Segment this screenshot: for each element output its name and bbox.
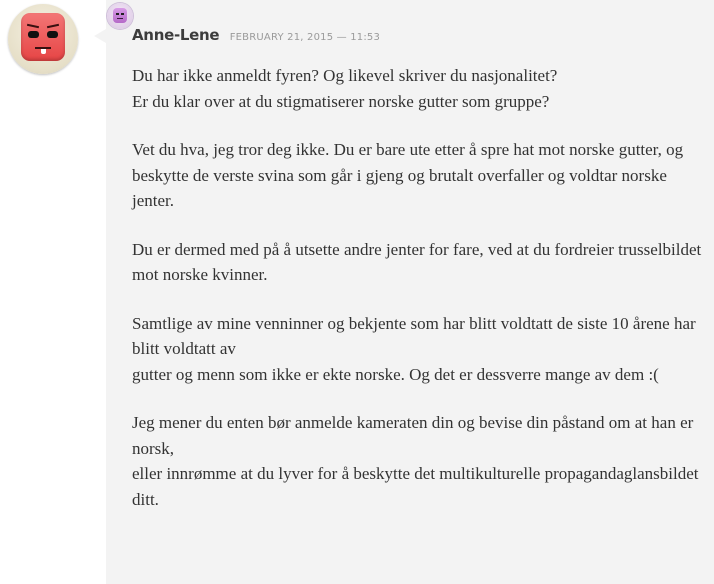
mini-eye-right <box>121 13 124 15</box>
mini-avatar-face <box>113 8 127 23</box>
comment-paragraph <box>132 237 702 288</box>
comment-line: beskytte de verste svina som går i gjeng og brutalt overfaller og voldtar norske jenter. <box>132 165 667 210</box>
comment-line: Jeg mener du enten bør anmelde kameraten din og bevise din påstand om at han er norsk, <box>132 413 694 458</box>
mini-mouth <box>117 18 123 19</box>
avatar-brow-right <box>47 24 59 28</box>
comment-paragraph <box>132 410 702 512</box>
avatar-face <box>21 13 65 61</box>
comment-body <box>132 63 702 535</box>
comment-header <box>132 26 380 45</box>
comment-line: gutter og menn som ikke er ekte norske. Og det er dessverre mange av dem :( <box>132 364 659 384</box>
avatar-eye-left <box>28 31 39 38</box>
comment-line: mot norske kvinner. <box>132 265 268 284</box>
comment-line: Er du klar over at du stigmatiserer norske gutter som gruppe? <box>132 91 550 111</box>
comment-paragraph <box>132 137 702 214</box>
comment-paragraph <box>132 311 702 388</box>
avatar-brow-left <box>27 24 39 28</box>
comment-pointer <box>94 29 106 43</box>
comment-date-link[interactable]: FEBRUARY 21, 2015 — 11:53 <box>229 32 381 43</box>
author-avatar-icon[interactable] <box>8 4 78 74</box>
avatar-eye-right <box>47 31 58 38</box>
comment-line: eller innrømme at du lyver for å beskytte det multikulturelle propagandaglansbildet ditt. <box>132 464 699 509</box>
avatar-tooth <box>41 49 46 54</box>
comment-line: Vet du hva, jeg tror deg ikke. Du er bare ute etter å spre hat mot norske gutter, og <box>132 140 684 159</box>
comment-line: Du er dermed med på å utsette andre jenter for fare, ved at du fordreier trusselbildet <box>132 239 702 259</box>
comment-line: Du har ikke anmeldt fyren? Og likevel skriver du nasjonalitet? <box>132 66 558 85</box>
commenter-avatar-icon[interactable] <box>107 3 133 29</box>
comment-author[interactable]: Anne-Lene <box>132 26 220 44</box>
mini-eye-left <box>116 13 119 15</box>
comment-line: Samtlige av mine venninner og bekjente som har blitt voldtatt de siste 10 årene har blitt voldtatt av <box>132 313 696 358</box>
comment-paragraph <box>132 63 702 114</box>
